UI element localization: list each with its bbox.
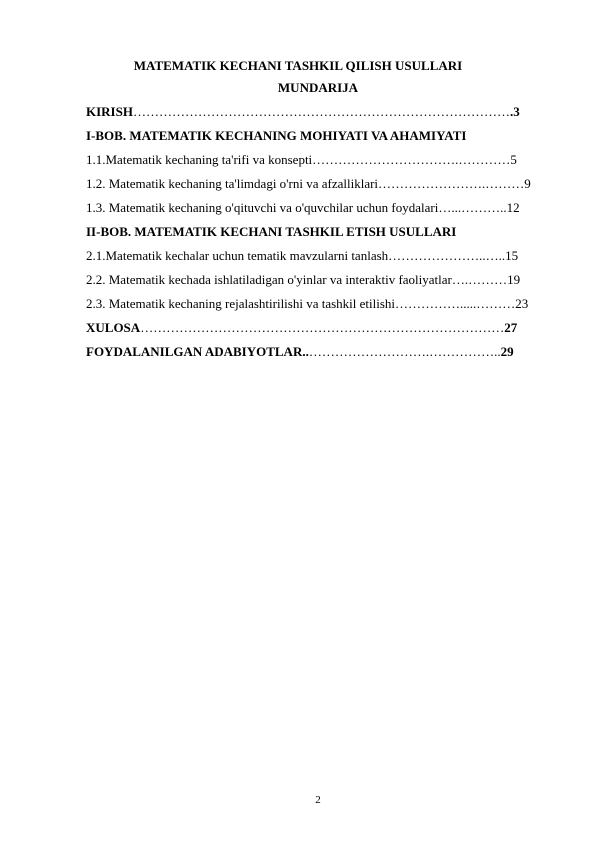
toc-page-number: 23 — [515, 296, 529, 311]
toc-entry-2-3 — [86, 292, 556, 316]
toc-entry-title: XULOSA — [86, 320, 141, 335]
toc-entry-title: 2.2. Matematik kechada ishlatiladigan o'yinlar va interaktiv faoliyatlar — [86, 272, 452, 287]
toc-page-number: 15 — [505, 248, 519, 263]
toc-chapter-1 — [86, 124, 556, 148]
toc-leader-dots: …………………………….………… — [312, 152, 511, 167]
toc-entry-title: KIRISH — [86, 104, 133, 119]
toc-page-number: 12 — [506, 200, 520, 215]
toc-leader-dots: …………….....……… — [395, 296, 516, 311]
toc-page-number: 9 — [524, 176, 531, 191]
toc-leader-dots: …………………..….. — [388, 248, 506, 263]
toc-leader-dots: …………………………………………………………………………… — [132, 104, 510, 119]
page-number: 2 — [315, 794, 321, 806]
toc-entry-xulosa — [86, 316, 556, 340]
table-of-contents — [86, 100, 556, 364]
toc-leader-dots: ……………………….…………….. — [308, 344, 501, 359]
toc-chapter-2 — [86, 220, 556, 244]
toc-entry-title: 1.1.Matematik kechaning ta'rifi va konsepti — [86, 152, 313, 167]
toc-entry-title: 1.3. Matematik kechaning o'qituvchi va o'quvchilar uchun foydalari — [86, 200, 439, 215]
toc-entry-title: 2.1.Matematik kechalar uchun tematik mavzularni tanlash — [86, 248, 389, 263]
toc-page-number: 5 — [510, 152, 517, 167]
toc-leader-dots: …………………….……… — [378, 176, 525, 191]
toc-entry-1-3 — [86, 196, 556, 220]
toc-entry-title: 2.3. Matematik kechaning rejalashtirilishi va tashkil etilishi — [86, 296, 396, 311]
toc-entry-1-2 — [86, 172, 556, 196]
toc-heading: MUNDARIJA — [277, 80, 359, 95]
toc-page-number: 27 — [504, 320, 518, 335]
toc-entry-title: I-BOB. MATEMATIK KECHANING MOHIYATI VA AHAMIYATI — [86, 128, 467, 143]
toc-leader-dots: …...……….. — [438, 200, 507, 215]
toc-entry-2-2 — [86, 268, 556, 292]
toc-entry-2-1 — [86, 244, 556, 268]
document-title: MATEMATIK KECHANI TASHKIL QILISH USULLARI — [133, 58, 463, 73]
toc-entry-title: 1.2. Matematik kechaning ta'limdagi o'rni va afzalliklari — [86, 176, 379, 191]
toc-entry-title: II-BOB. MATEMATIK KECHANI TASHKIL ETISH USULLARI — [86, 224, 457, 239]
toc-leader-dots: ………………………………………………………………………… — [140, 320, 505, 335]
toc-page-number: 29 — [500, 344, 514, 359]
toc-entry-title: FOYDALANILGAN ADABIYOTLAR.. — [86, 344, 309, 359]
toc-entry-adabiyotlar — [86, 340, 556, 364]
toc-page-number: 19 — [507, 272, 521, 287]
toc-leader-dots: ….……… — [451, 272, 508, 287]
toc-entry-kirish — [86, 100, 556, 124]
toc-page-number: .3 — [509, 104, 520, 119]
toc-entry-1-1 — [86, 148, 556, 172]
